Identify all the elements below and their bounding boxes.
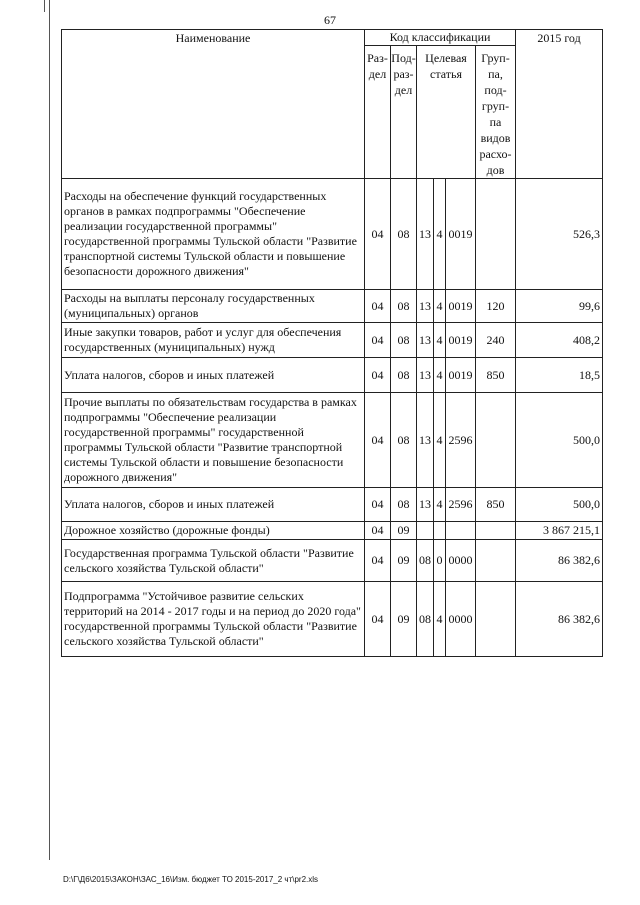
budget-table bbox=[61, 29, 603, 657]
cell-c3: 0019 bbox=[446, 179, 476, 290]
cell-pr: 09 bbox=[391, 522, 417, 540]
cell-vr: 850 bbox=[476, 358, 516, 393]
cell-sum: 500,0 bbox=[516, 488, 603, 522]
table-row bbox=[62, 179, 603, 290]
cell-rz: 04 bbox=[365, 323, 391, 358]
cell-pr: 09 bbox=[391, 540, 417, 582]
cell-pr: 08 bbox=[391, 358, 417, 393]
cell-pr: 08 bbox=[391, 488, 417, 522]
cell-name: Прочие выплаты по обязательствам государства в рамках подпрограммы "Обеспечение реализации государственной программы" государственной программы Тульской области "Развитие транспортной системы Тульской области и повышение безопасности дорожного движения" bbox=[62, 393, 365, 488]
cell-sum: 408,2 bbox=[516, 323, 603, 358]
cell-rz: 04 bbox=[365, 358, 391, 393]
header-razdel-line: дел bbox=[368, 67, 387, 81]
cell-c1 bbox=[417, 522, 434, 540]
cell-pr: 08 bbox=[391, 393, 417, 488]
cell-vr bbox=[476, 393, 516, 488]
cell-c2: 4 bbox=[434, 358, 446, 393]
cell-c3: 0019 bbox=[446, 290, 476, 323]
cell-c1: 13 bbox=[417, 488, 434, 522]
cell-name: Дорожное хозяйство (дорожные фонды) bbox=[62, 522, 365, 540]
cell-rz: 04 bbox=[365, 540, 391, 582]
cell-c1: 08 bbox=[417, 582, 434, 657]
header-group-line: видов bbox=[480, 131, 511, 145]
header-group bbox=[476, 46, 516, 179]
cell-pr: 09 bbox=[391, 582, 417, 657]
cell-sum: 500,0 bbox=[516, 393, 603, 488]
table-row bbox=[62, 323, 603, 358]
header-group-line: дов bbox=[486, 163, 505, 177]
cell-c2: 0 bbox=[434, 540, 446, 582]
table-row bbox=[62, 582, 603, 657]
cell-c1: 13 bbox=[417, 323, 434, 358]
header-group-line: па bbox=[489, 115, 502, 129]
cell-sum: 99,6 bbox=[516, 290, 603, 323]
table-row bbox=[62, 393, 603, 488]
header-code: Код классификации bbox=[365, 30, 516, 46]
cell-sum: 86 382,6 bbox=[516, 582, 603, 657]
cell-pr: 08 bbox=[391, 290, 417, 323]
cell-c2: 4 bbox=[434, 179, 446, 290]
cell-vr bbox=[476, 179, 516, 290]
cell-c1: 13 bbox=[417, 393, 434, 488]
header-name: Наименование bbox=[62, 30, 365, 179]
cell-rz: 04 bbox=[365, 488, 391, 522]
cell-vr bbox=[476, 522, 516, 540]
cell-vr: 850 bbox=[476, 488, 516, 522]
cell-name: Иные закупки товаров, работ и услуг для обеспечения государственных (муниципальных) нужд bbox=[62, 323, 365, 358]
cell-rz: 04 bbox=[365, 179, 391, 290]
cell-c3: 2596 bbox=[446, 393, 476, 488]
cell-sum: 86 382,6 bbox=[516, 540, 603, 582]
cell-c1: 13 bbox=[417, 358, 434, 393]
cell-name: Уплата налогов, сборов и иных платежей bbox=[62, 358, 365, 393]
header-podrazdel-line: раз- bbox=[393, 67, 414, 81]
cell-c1: 08 bbox=[417, 540, 434, 582]
header-group-line: расхо- bbox=[479, 147, 512, 161]
cell-sum: 3 867 215,1 bbox=[516, 522, 603, 540]
header-group-line: Груп- bbox=[481, 51, 510, 65]
cell-rz: 04 bbox=[365, 582, 391, 657]
cell-c2: 4 bbox=[434, 290, 446, 323]
cell-rz: 04 bbox=[365, 393, 391, 488]
cell-c3: 0000 bbox=[446, 540, 476, 582]
table-row bbox=[62, 540, 603, 582]
cell-vr: 120 bbox=[476, 290, 516, 323]
cell-c2: 4 bbox=[434, 393, 446, 488]
header-razdel-line: Раз- bbox=[367, 51, 388, 65]
header-year: 2015 год bbox=[516, 30, 603, 179]
cell-pr: 08 bbox=[391, 323, 417, 358]
header-target-line: статья bbox=[430, 67, 462, 81]
cell-c2: 4 bbox=[434, 488, 446, 522]
cell-name: Уплата налогов, сборов и иных платежей bbox=[62, 488, 365, 522]
cell-c3: 0019 bbox=[446, 323, 476, 358]
cell-c1: 13 bbox=[417, 290, 434, 323]
scan-margin-line bbox=[49, 0, 50, 860]
file-path-footer: D:\Г\Д6\2015\ЗАКОН\ЗАС_16\Изм. бюджет ТО 2015-2017_2 чт\pr2.xls bbox=[63, 875, 319, 884]
table-row bbox=[62, 358, 603, 393]
header-razdel bbox=[365, 46, 391, 179]
page-number: 67 bbox=[324, 13, 336, 27]
cell-c2: 4 bbox=[434, 582, 446, 657]
cell-pr: 08 bbox=[391, 179, 417, 290]
cell-rz: 04 bbox=[365, 290, 391, 323]
cell-c1: 13 bbox=[417, 179, 434, 290]
cell-c3 bbox=[446, 522, 476, 540]
header-group-line: груп- bbox=[481, 99, 510, 113]
header-target-line: Целевая bbox=[425, 51, 467, 65]
header-group-line: па, bbox=[488, 67, 503, 81]
header-podrazdel-line: дел bbox=[394, 83, 413, 97]
cell-vr bbox=[476, 540, 516, 582]
cell-c2 bbox=[434, 522, 446, 540]
header-group-line: под- bbox=[484, 83, 507, 97]
table-row bbox=[62, 488, 603, 522]
cell-name: Расходы на обеспечение функций государственных органов в рамках подпрограммы "Обеспечение реализации государственной программы" государственной программы Тульской области "Развитие транспортной системы Тульской области и повышение безопасности дорожного движения" bbox=[62, 179, 365, 290]
cell-sum: 526,3 bbox=[516, 179, 603, 290]
header-podrazdel-line: Под- bbox=[391, 51, 416, 65]
cell-vr: 240 bbox=[476, 323, 516, 358]
cell-vr bbox=[476, 582, 516, 657]
table-row bbox=[62, 522, 603, 540]
scan-margin-line-top bbox=[44, 0, 45, 12]
cell-name: Подпрограмма "Устойчивое развитие сельских территорий на 2014 - 2017 годы и на период до 2020 года" государственной программы Тульской области "Развитие сельского хозяйства Тульской области" bbox=[62, 582, 365, 657]
cell-c3: 0019 bbox=[446, 358, 476, 393]
header-podrazdel bbox=[391, 46, 417, 179]
cell-name: Расходы на выплаты персоналу государственных (муниципальных) органов bbox=[62, 290, 365, 323]
cell-c3: 2596 bbox=[446, 488, 476, 522]
cell-rz: 04 bbox=[365, 522, 391, 540]
cell-sum: 18,5 bbox=[516, 358, 603, 393]
header-target bbox=[417, 46, 476, 179]
cell-c3: 0000 bbox=[446, 582, 476, 657]
cell-name: Государственная программа Тульской области "Развитие сельского хозяйства Тульской области" bbox=[62, 540, 365, 582]
cell-c2: 4 bbox=[434, 323, 446, 358]
table-row bbox=[62, 290, 603, 323]
